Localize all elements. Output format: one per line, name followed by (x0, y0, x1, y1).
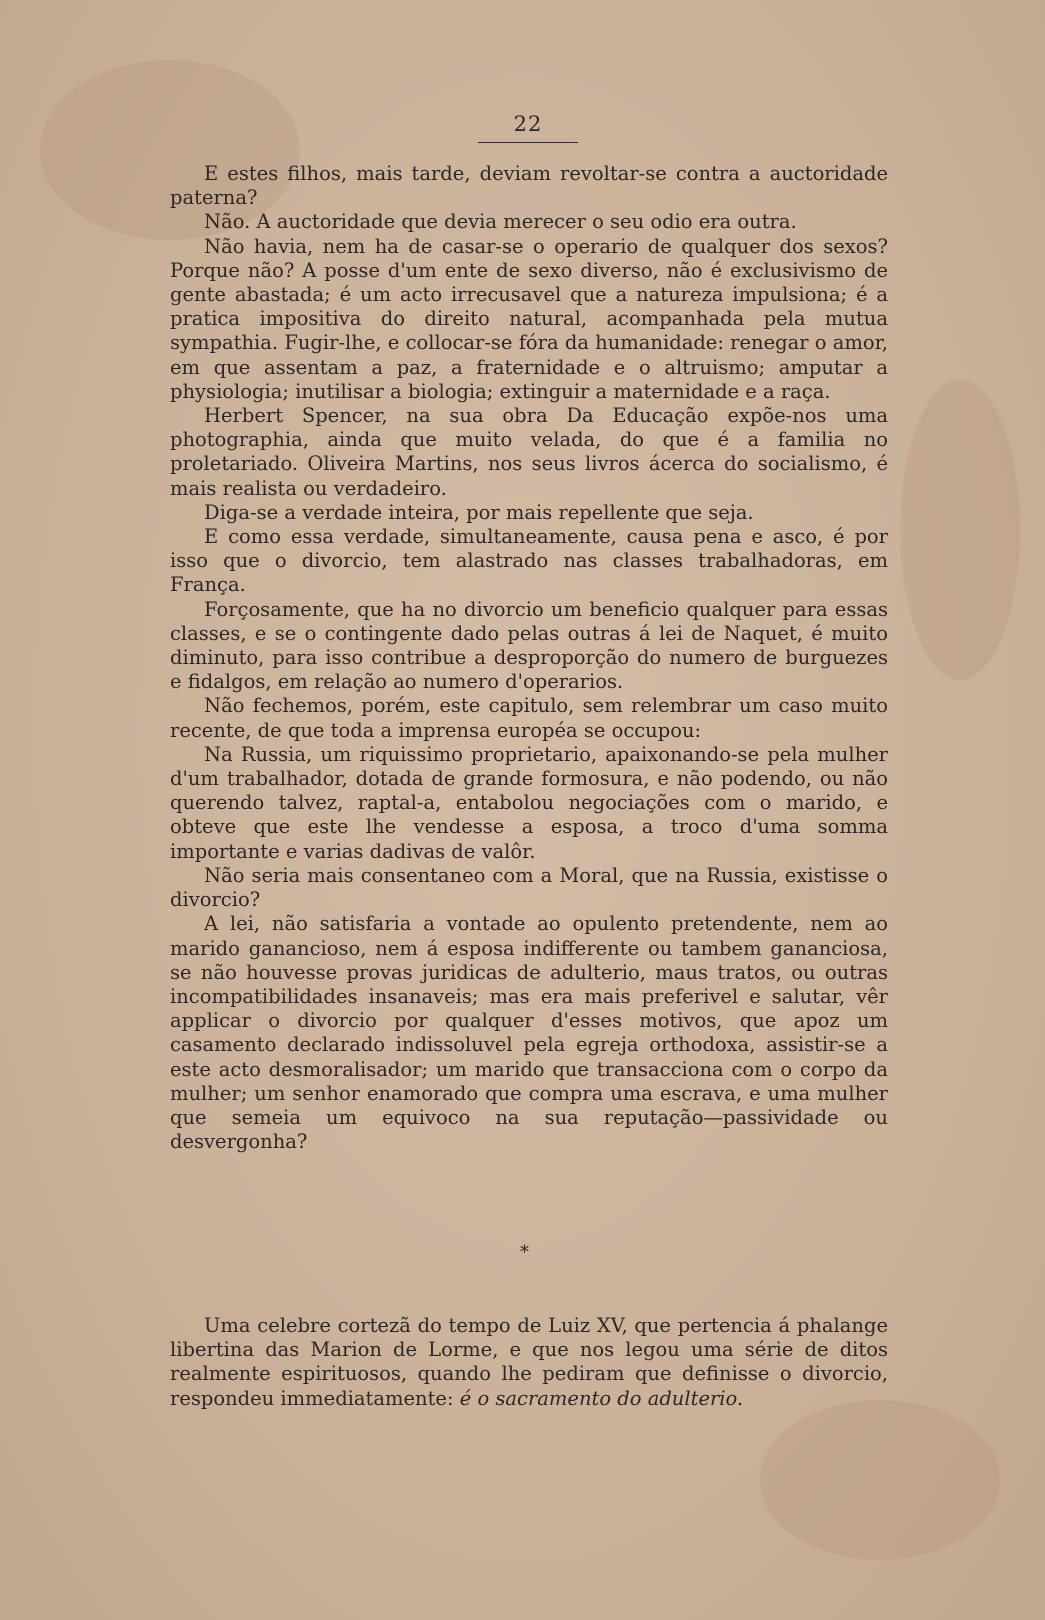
paragraph: Não. A auctoridade que devia merecer o seu odio era outra. (204, 210, 797, 234)
main-text (170, 162, 888, 1154)
header-rule (478, 142, 578, 143)
anecdote-intro: Uma celebre cortezã do tempo de Luiz XV, que pertencia á phalange libertina das Marion de Lorme, e que nos legou uma série de ditos realmente espirituosos, quando lhe pediram que definisse o divorcio, respondeu immediatamente: (170, 1314, 888, 1410)
paragraph: Herbert Spencer, na sua obra Da Educação expõe-nos uma photographia, ainda que muito velada, do que é a familia no proletariado. Oliveira Martins, nos seus livros ácerca do socialismo, é mais realista ou verdadeiro. (170, 404, 888, 500)
paper-stain (900, 380, 1020, 680)
paper-stain (760, 1400, 1000, 1560)
anecdote-quote: é o sacramento do adulterio. (459, 1386, 744, 1410)
paragraph: Forçosamente, que ha no divorcio um beneficio qualquer para essas classes, e se o contingente dado pelas outras á lei de Naquet, é muito diminuto, para isso contribue a desproporção do numero de burguezes e fidalgos, em relação ao numero d'operarios. (170, 597, 888, 694)
paragraph: Não havia, nem ha de casar-se o operario de qualquer dos sexos? Porque não? A posse d'um ente de sexo diverso, não é exclusivismo de gente abastada; é um acto irrecusavel que a natureza impulsiona; é a pratica impositiva do direito natural, acompanhada pela mutua sympathia. Fugir-lhe, e collocar-se fóra da humanidade: renegar o amor, em que assentam a paz, a fraternidade e o altruismo; amputar a physiologia; inutilisar a biologia; extinguir a maternidade e a raça. (170, 234, 888, 403)
page-number: 22 (513, 112, 543, 136)
paragraph: E como essa verdade, simultaneamente, causa pena e asco, é por isso que o divorcio, tem alastrado nas classes trabalhadoras, em França. (170, 525, 888, 597)
anecdote-text (170, 1314, 888, 1411)
paragraph (170, 1314, 888, 1411)
paragraph: E estes filhos, mais tarde, deviam revoltar-se contra a auctoridade paterna? (170, 162, 888, 210)
paragraph: Diga-se a verdade inteira, por mais repellente que seja. (204, 500, 754, 524)
paragraph: A lei, não satisfaria a vontade ao opulento pretendente, nem ao marido ganancioso, nem á esposa indifferente ou tambem gananciosa, se não houvesse provas juridicas de adulterio, maus tratos, ou outras incompatibilidades insanaveis; mas era mais preferivel e salutar, vêr applicar o divorcio por qualquer d'esses motivos, que apoz um casamento declarado indissoluvel pela egreja orthodoxa, assistir-se a este acto desmoralisador; um marido que transacciona com o corpo da mulher; um senhor enamorado que compra uma escrava, e uma mulher que semeia um equivoco na sua reputação—passividade ou desvergonha? (170, 912, 888, 1154)
paragraph: Não fechemos, porém, este capitulo, sem relembrar um caso muito recente, de que toda a imprensa européa se occupou: (170, 694, 888, 742)
paragraph: Não seria mais consentaneo com a Moral, que na Russia, existisse o divorcio? (170, 863, 888, 912)
paragraph: Na Russia, um riquissimo proprietario, apaixonando-se pela mulher d'um trabalhador, dotada de grande formosura, e não podendo, ou não querendo talvez, raptal-a, entabolou negociações com o marido, e obteve que este lhe vendesse a esposa, a troco d'uma somma importante e varias dadivas de valôr. (170, 742, 888, 863)
section-separator: * (520, 1242, 529, 1263)
